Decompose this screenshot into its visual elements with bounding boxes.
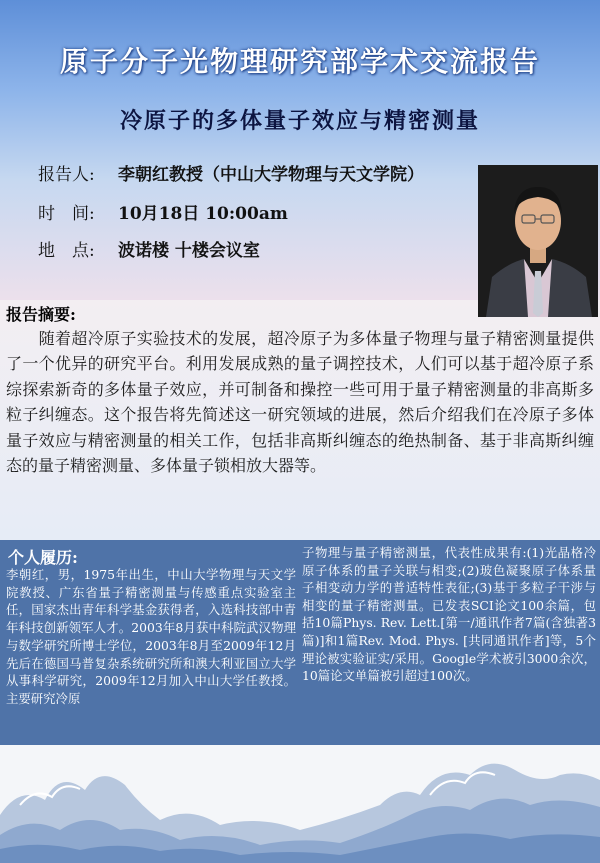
speaker-photo xyxy=(478,165,598,317)
abstract-body: 随着超冷原子实验技术的发展，超冷原子为多体量子物理与量子精密测量提供了一个优异的研究平台。利用发展成熟的量子调控技术，人们可以基于超冷原子系综探索新奇的多体量子效应，并可制备和操控一些可用于量子精密测量的非高斯多粒子纠缠态。这个报告将先简述这一研究领域的进展，然后介绍我们在冷原子多体量子效应与精密测量的相关工作，包括非高斯纠缠态的绝热制备、基于非高斯纠缠态的量子精密测量、多体量子锁相放大器等。 xyxy=(6,329,594,476)
time-value: 10月18日 10:00am xyxy=(118,204,288,224)
bio-left-column: 李朝红，男，1975年出生，中山大学物理与天文学院教授、广东省量子精密测量与传感重点实验室主任，国家杰出青年科学基金获得者，入选科技部中青年科技创新领军人才。2003年8月获中科院武汉物理与数学研究所博士学位，2003年8月至2009年12月先后在德国马普复杂系统研究所和澳大利亚国立大学从事科学研究，2009年12月加入中山大学任教授。主要研究冷原 xyxy=(6,567,296,706)
talk-title: 冷原子的多体量子效应与精密测量 xyxy=(119,108,480,134)
place-label: 地 点: xyxy=(38,241,95,261)
time-label: 时 间: xyxy=(38,204,95,224)
poster-title: 原子分子光物理研究部学术交流报告 xyxy=(59,45,540,78)
bio-right-column: 子物理与量子精密测量，代表性成果有:(1)光晶格冷原子体系的量子关联与相变;(2)玻色凝聚原子体系量子相变动力学的普适特性表征;(3)基于多粒子干涉与相变的量子精密测量。已发表SCI论文100余篇，包括10篇Phys. Rev. Lett.[第一/通讯作者7篇(含独著3篇)]和1篇Rev. Mod. Phys. [共同通讯作者]等，5个理论被实验证实/采用。Google学术被引3000余次，10篇论文单篇被引超过100次。 xyxy=(302,545,596,684)
speaker-value: 李朝红教授（中山大学物理与天文学院） xyxy=(118,165,424,185)
speaker-row xyxy=(38,160,424,185)
abstract-title: 报告摘要: xyxy=(6,305,76,324)
portrait-image xyxy=(478,165,598,317)
speaker-label: 报告人: xyxy=(38,165,95,185)
place-row xyxy=(38,236,260,261)
wave-decoration xyxy=(0,745,600,863)
bio-title: 个人履历: xyxy=(8,548,78,567)
time-row xyxy=(38,199,288,224)
place-value: 波诺楼 十楼会议室 xyxy=(118,241,260,261)
